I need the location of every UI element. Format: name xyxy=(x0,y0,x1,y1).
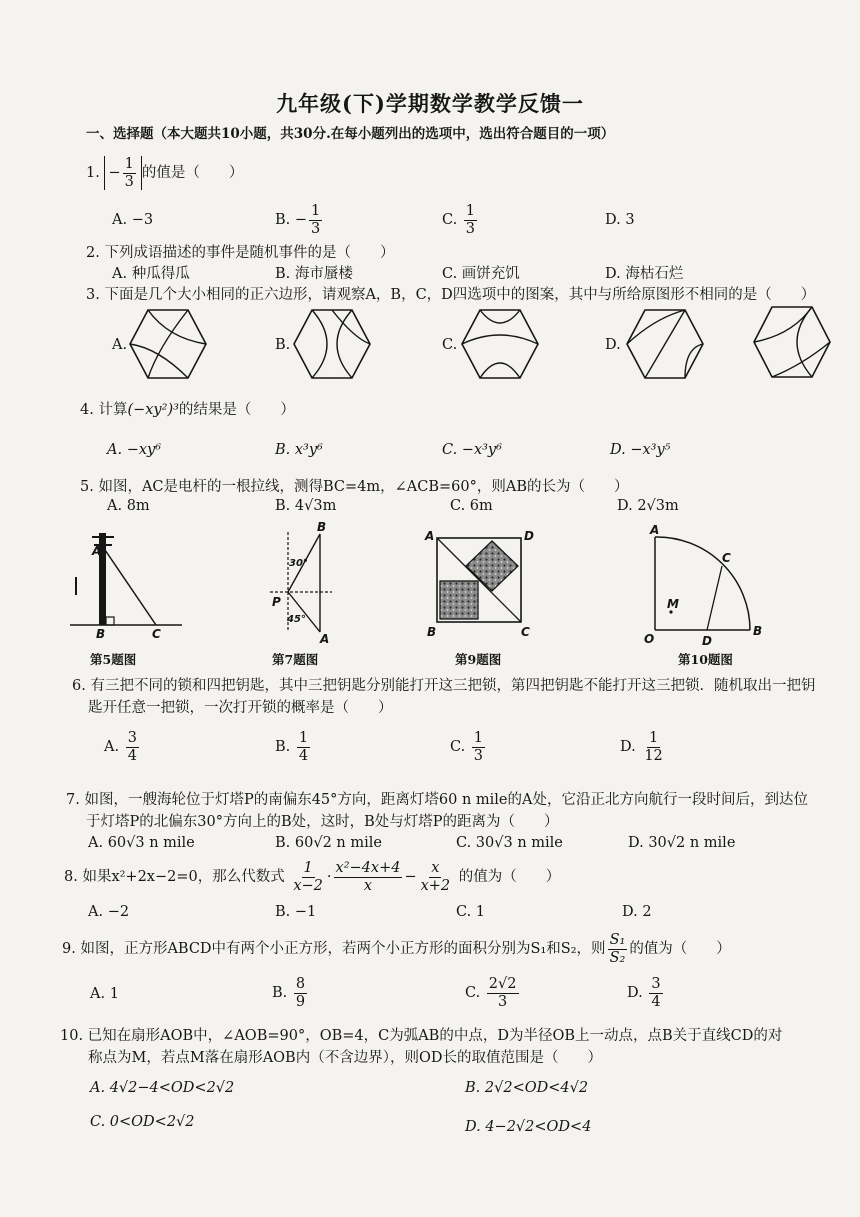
question-1-stem: 1. − $\frac{1}{3}$ 的值是（ ） xyxy=(86,156,244,190)
f9-label-b: B xyxy=(427,625,437,639)
figure-7 xyxy=(270,522,340,644)
figure-5 xyxy=(70,525,185,640)
figure-10-caption: 第10题图 xyxy=(678,652,733,667)
q1-option-c: C. $\frac{1}{3}$ xyxy=(442,203,476,237)
q2-option-d: D. 海枯石烂 xyxy=(605,266,684,282)
figure-7-caption: 第7题图 xyxy=(272,652,319,667)
question-5-stem: 5. 如图，AC是电杆的一根拉线，测得BC=4m，∠ACB=60°，则AB的长为（ ） xyxy=(80,479,629,495)
q9-option-d: D. $\frac{3}{4}$ xyxy=(627,976,661,1010)
q3-label-b: B. xyxy=(275,337,291,353)
q3-label-d: D. xyxy=(605,337,621,353)
f10-label-m: M xyxy=(667,597,679,611)
q3-original-hexagon xyxy=(752,305,832,379)
q6-option-a: A. $\frac{3}{4}$ xyxy=(104,730,137,764)
f10-label-d: D xyxy=(702,634,712,648)
q3-hexagon-b xyxy=(292,308,372,380)
page-title: 九年级(下)学期数学教学反馈一 xyxy=(276,91,584,116)
q9-option-a: A. 1 xyxy=(90,986,119,1002)
q6-option-d: D. $\frac{1}{12}$ xyxy=(620,730,663,764)
question-4-stem: 4. 计算(−xy²)³的结果是（ ） xyxy=(80,402,295,418)
question-9-stem: 9. 如图，正方形ABCD中有两个小正方形，若两个小正方形的面积分别为S₁和S₂，则 $\frac{\text{S₁}}{\text{S₂}}$ 的值为（ ） xyxy=(62,932,731,966)
question-3-stem: 3. 下面是几个大小相同的正六边形，请观察A，B，C，D四选项中的图案，其中与所给原图形不相同的是（ ） xyxy=(86,287,816,303)
q8-option-c: C. 1 xyxy=(456,904,486,920)
f10-label-b: B xyxy=(753,624,763,638)
q3-label-c: C. xyxy=(442,337,458,353)
f10-label-a: A xyxy=(650,523,660,537)
figure-10 xyxy=(640,522,770,647)
q8-option-b: B. −1 xyxy=(275,904,317,920)
q6-option-b: B. $\frac{1}{4}$ xyxy=(275,730,309,764)
q1-option-b: B. − $\frac{1}{3}$ xyxy=(275,203,321,237)
question-6-line-2: 匙开任意一把锁，一次打开锁的概率是（ ） xyxy=(88,700,393,716)
q3-label-a: A. xyxy=(112,337,128,353)
q7-option-b: B. 60√2 n mile xyxy=(275,835,382,851)
q1-option-a: A. −3 xyxy=(112,212,154,228)
f5-label-c: C xyxy=(152,627,161,641)
f7-label-a: A xyxy=(320,632,330,646)
q7-option-c: C. 30√3 n mile xyxy=(456,835,563,851)
q10-option-d: D. 4−2√2<OD<4 xyxy=(465,1119,592,1135)
q10-option-a: A. 4√2−4<OD<2√2 xyxy=(90,1080,235,1096)
f9-label-c: C xyxy=(521,625,530,639)
q7-option-a: A. 60√3 n mile xyxy=(88,835,195,851)
question-8-stem: 8. 如果x²+2x−2=0，那么代数式 $\frac{1}{x-2}$ · $\frac{\text{x²−4x+4}}{x}$ − $\frac{x}{x+2}$ 的值为（ ） xyxy=(64,860,561,894)
q5-option-d: D. 2√3m xyxy=(617,498,679,514)
q4-option-c: C. −x³y⁶ xyxy=(442,442,502,458)
q8-expression: $\frac{1}{x-2}$ · $\frac{\text{x²−4x+4}}{x}$ − $\frac{x}{x+2}$ xyxy=(293,860,451,894)
f10-label-o: O xyxy=(644,632,655,646)
q5-option-c: C. 6m xyxy=(450,498,493,514)
figure-9 xyxy=(425,528,535,643)
q3-hexagon-c xyxy=(460,308,540,380)
q3-hexagon-d xyxy=(625,308,705,380)
q5-option-b: B. 4√3m xyxy=(275,498,337,514)
q2-option-b: B. 海市蜃楼 xyxy=(275,266,353,282)
q4-option-a: A. −xy⁶ xyxy=(107,442,162,458)
f7-label-b: B xyxy=(317,520,327,534)
f9-label-d: D xyxy=(524,529,534,543)
q3-hexagon-a xyxy=(128,308,208,380)
f9-label-a: A xyxy=(425,529,435,543)
figure-5-caption: 第5题图 xyxy=(90,652,137,667)
f10-label-c: C xyxy=(722,551,731,565)
q10-option-c: C. 0<OD<2√2 xyxy=(90,1114,195,1130)
question-7-line-2: 于灯塔P的北偏东30°方向上的B处，这时，B处与灯塔P的距离为（ ） xyxy=(86,814,559,830)
question-6-line-1: 6. 有三把不同的锁和四把钥匙，其中三把钥匙分别能打开这三把锁，第四把钥匙不能打开这三把锁．随机取出一把钥 xyxy=(72,678,816,694)
q2-option-a: A. 种瓜得瓜 xyxy=(112,266,190,282)
f5-label-b: B xyxy=(96,627,106,641)
q9-ratio: $\frac{\text{S₁}}{\text{S₂}}$ xyxy=(609,932,626,966)
f7-label-45deg: 45° xyxy=(287,614,306,625)
question-10-line-2: 称点为M，若点M落在扇形AOB内（不含边界），则OD长的取值范围是（ ） xyxy=(88,1050,602,1066)
q9-option-b: B. $\frac{8}{9}$ xyxy=(272,976,306,1010)
q1-option-d: D. 3 xyxy=(605,212,635,228)
question-7-line-1: 7. 如图，一艘海轮位于灯塔P的南偏东45°方向，距离灯塔60 n mile的A处，它沿正北方向航行一段时间后，到达位 xyxy=(66,792,808,808)
figure-9-caption: 第9题图 xyxy=(455,652,502,667)
q4-expression: (−xy²)³ xyxy=(127,402,179,418)
f5-label-a: A xyxy=(92,544,102,558)
q8-option-a: A. −2 xyxy=(88,904,130,920)
q8-option-d: D. 2 xyxy=(622,904,652,920)
question-2-stem: 2. 下列成语描述的事件是随机事件的是（ ） xyxy=(86,245,395,261)
f7-label-30deg: 30° xyxy=(289,558,308,569)
q4-option-d: D. −x³y⁵ xyxy=(610,442,671,458)
q2-option-c: C. 画饼充饥 xyxy=(442,266,520,282)
question-10-line-1: 10. 已知在扇形AOB中，∠AOB=90°，OB=4，C为弧AB的中点，D为半径OB上一动点，点B关于直线CD的对 xyxy=(60,1028,783,1044)
q10-option-b: B. 2√2<OD<4√2 xyxy=(465,1080,589,1096)
q6-option-c: C. $\frac{1}{3}$ xyxy=(450,730,484,764)
q5-option-a: A. 8m xyxy=(107,498,150,514)
section-heading: 一、选择题（本大题共10小题，共30分.在每小题列出的选项中，选出符合题目的一项） xyxy=(86,126,615,142)
q7-option-d: D. 30√2 n mile xyxy=(628,835,736,851)
q1-abs-expression: − $\frac{1}{3}$ xyxy=(104,156,141,190)
f7-label-p: P xyxy=(272,595,281,609)
q9-option-c: C. $\frac{2√2}{3}$ xyxy=(465,976,517,1010)
q4-option-b: B. x³y⁶ xyxy=(275,442,323,458)
